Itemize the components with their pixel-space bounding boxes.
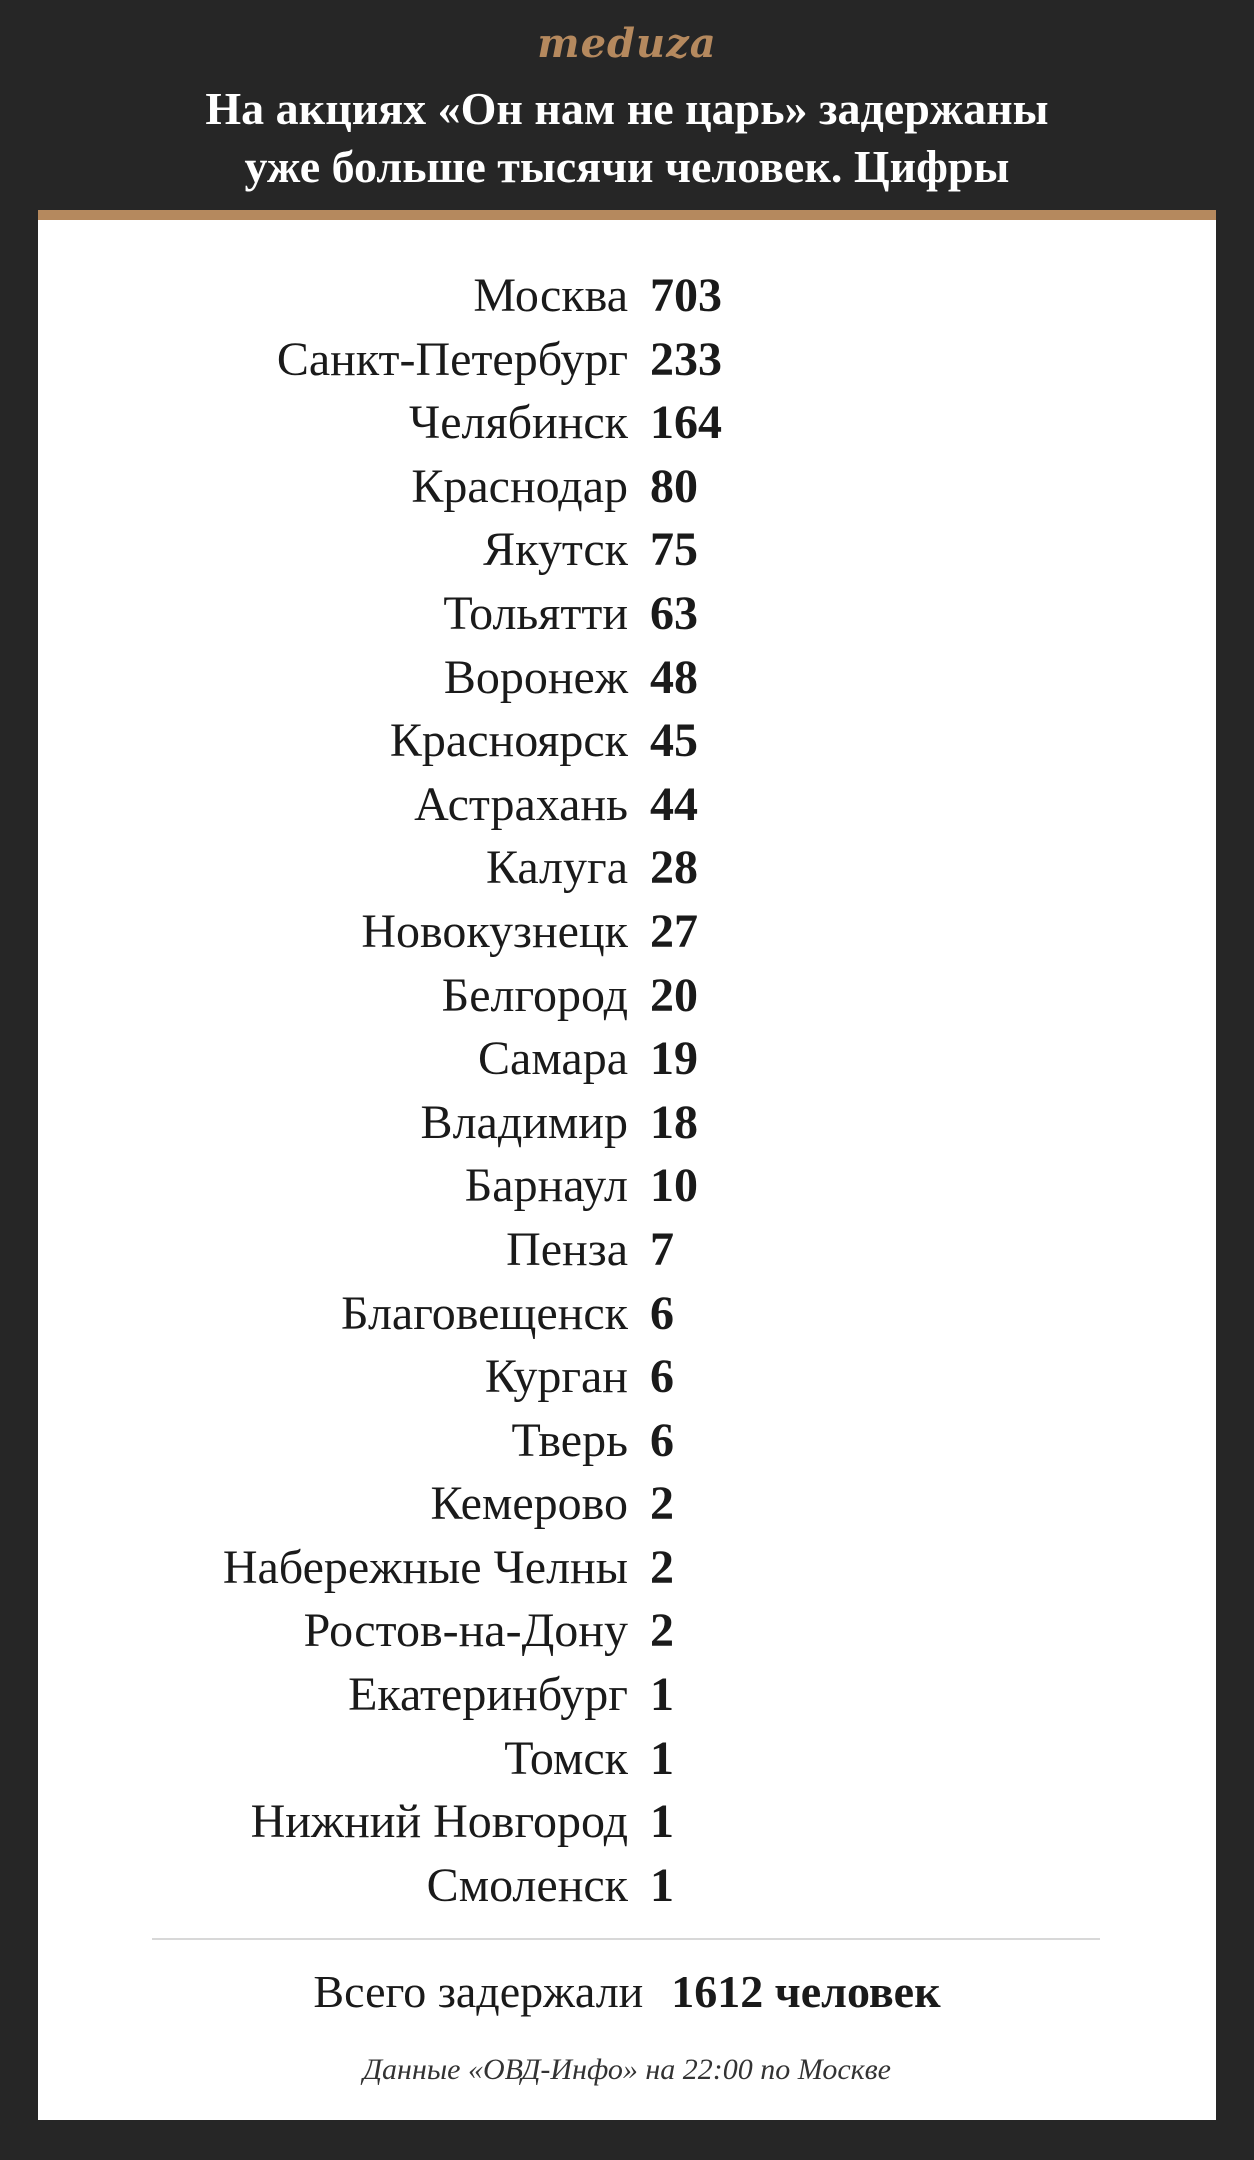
city-name: Тольятти <box>443 586 628 640</box>
detained-count: 80 <box>650 459 698 513</box>
city-name: Якутск <box>483 523 628 577</box>
table-row <box>38 1854 1216 1918</box>
city-table <box>38 264 1216 1917</box>
detained-count: 19 <box>650 1032 698 1086</box>
city-name: Красноярск <box>389 714 628 768</box>
city-name: Нижний Новгород <box>250 1795 628 1849</box>
table-row <box>38 1472 1216 1536</box>
detained-count: 1 <box>650 1668 674 1722</box>
detained-count: 233 <box>650 332 722 386</box>
table-row <box>38 264 1216 328</box>
city-name: Москва <box>473 269 628 322</box>
table-row <box>38 709 1216 773</box>
table-row <box>38 1409 1216 1473</box>
detained-count: 1 <box>650 1731 674 1785</box>
table-row <box>38 964 1216 1028</box>
table-row <box>38 836 1216 900</box>
city-name: Воронеж <box>443 650 628 704</box>
page-title <box>60 80 1194 196</box>
total-row <box>38 1960 1216 2024</box>
table-row <box>38 1154 1216 1218</box>
table-row <box>38 1282 1216 1346</box>
total-label: Всего задержали <box>313 1966 644 2017</box>
city-name: Новокузнецк <box>361 904 628 958</box>
detained-count: 2 <box>650 1604 674 1658</box>
detained-count: 63 <box>650 586 698 640</box>
city-name: Екатеринбург <box>348 1668 628 1722</box>
city-name: Пенза <box>506 1222 628 1276</box>
city-name: Набережные Челны <box>222 1540 628 1594</box>
city-name: Томск <box>504 1731 628 1785</box>
table-row <box>38 1663 1216 1727</box>
table-row <box>38 455 1216 519</box>
detained-count: 18 <box>650 1095 698 1149</box>
table-row <box>38 518 1216 582</box>
detained-count: 703 <box>650 269 722 322</box>
city-name: Кемерово <box>430 1477 628 1531</box>
detained-count: 44 <box>650 777 698 831</box>
detained-count: 45 <box>650 714 698 768</box>
city-name: Благовещенск <box>341 1286 628 1340</box>
table-row <box>38 1091 1216 1155</box>
detained-count: 6 <box>650 1286 674 1340</box>
detained-count: 6 <box>650 1413 674 1467</box>
detained-count: 1 <box>650 1795 674 1849</box>
table-row <box>38 1599 1216 1663</box>
detained-count: 6 <box>650 1350 674 1404</box>
city-name: Челябинск <box>409 396 628 450</box>
detained-count: 2 <box>650 1477 674 1531</box>
table-row <box>38 328 1216 392</box>
detained-count: 7 <box>650 1222 674 1276</box>
table-row <box>38 391 1216 455</box>
detained-count: 20 <box>650 968 698 1022</box>
city-name: Белгород <box>441 968 628 1022</box>
detained-count: 75 <box>650 523 698 577</box>
city-name: Владимир <box>420 1095 628 1149</box>
detained-count: 164 <box>650 396 722 450</box>
title-line-2: уже больше тысячи человек. Цифры <box>244 141 1010 192</box>
table-row <box>38 646 1216 710</box>
city-name: Калуга <box>485 841 628 895</box>
detained-count: 28 <box>650 841 698 895</box>
city-name: Санкт-Петербург <box>276 332 628 386</box>
table-row <box>38 1727 1216 1791</box>
detained-count: 1 <box>650 1858 674 1912</box>
total-value: 1612 человек <box>671 1966 941 2017</box>
divider <box>152 1938 1100 1940</box>
table-row <box>38 773 1216 837</box>
title-line-1: На акциях «Он нам не царь» задержаны <box>205 83 1049 134</box>
city-name: Барнаул <box>464 1159 628 1213</box>
table-row <box>38 900 1216 964</box>
city-name: Краснодар <box>411 459 628 513</box>
city-name: Курган <box>484 1350 628 1404</box>
city-name: Самара <box>478 1032 628 1086</box>
city-name: Астрахань <box>414 777 628 831</box>
city-name: Смоленск <box>426 1858 628 1912</box>
table-row <box>38 1536 1216 1600</box>
table-row <box>38 1027 1216 1091</box>
table-row <box>38 1218 1216 1282</box>
city-name: Тверь <box>511 1413 628 1467</box>
detained-count: 10 <box>650 1159 698 1213</box>
table-row <box>38 1790 1216 1854</box>
city-name: Ростов-на-Дону <box>303 1604 628 1658</box>
detained-count: 27 <box>650 904 698 958</box>
detained-count: 48 <box>650 650 698 704</box>
stats-card <box>38 210 1216 2120</box>
source-note: Данные «ОВД-Инфо» на 22:00 по Москве <box>362 2053 892 2086</box>
detained-count: 2 <box>650 1540 674 1594</box>
table-row <box>38 582 1216 646</box>
table-row <box>38 1345 1216 1409</box>
meduza-logo: meduza <box>537 20 717 67</box>
